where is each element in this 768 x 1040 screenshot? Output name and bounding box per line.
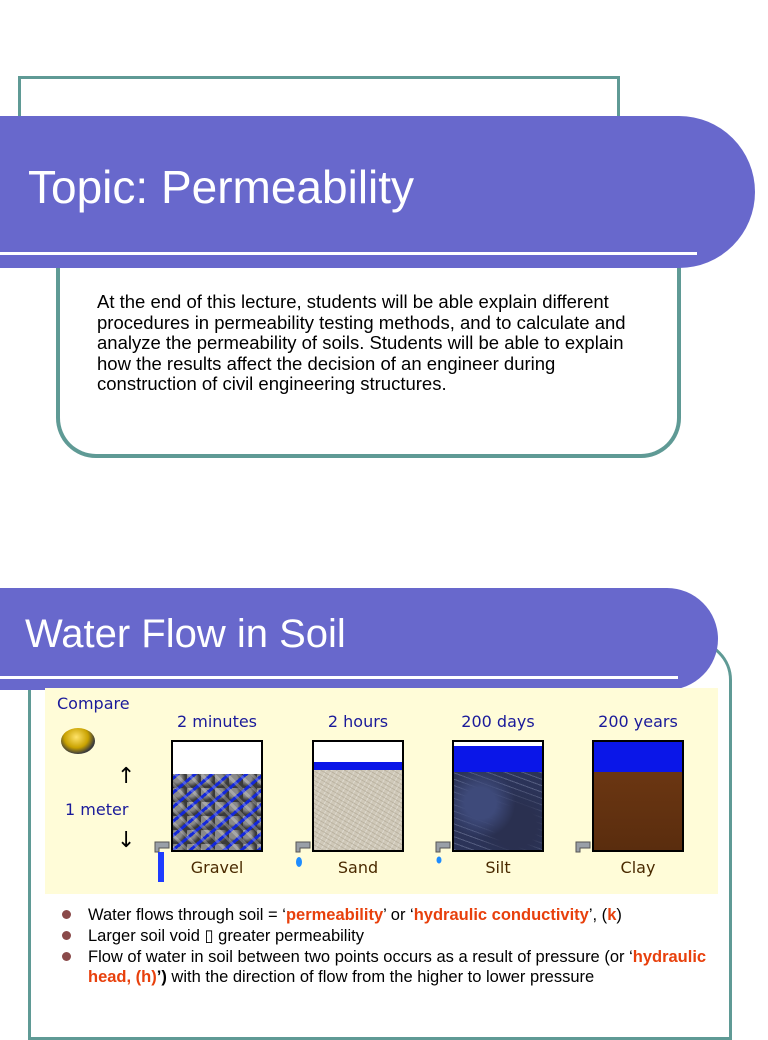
bullet-text: Water flows through soil = ‘ — [88, 906, 286, 924]
bullet-text: ’) — [156, 968, 167, 986]
soil-name: Gravel — [190, 858, 244, 877]
column-sand — [298, 688, 418, 894]
time-label: 200 days — [461, 712, 535, 731]
column-clay — [578, 688, 698, 894]
column-gravel — [157, 688, 277, 894]
bullet-text: ’ or ‘ — [383, 906, 414, 924]
arrow-down-icon: ↓ — [117, 828, 136, 853]
height-label: 1 meter — [65, 800, 129, 819]
bullet-text: ) — [616, 906, 622, 924]
time-label: 2 minutes — [176, 712, 258, 731]
slide1-objective-text: At the end of this lecture, students will be able explain different procedures in permeability testing methods, and to calculate and analyze the permeability of soils. Students will be able to explain how the results affect the decision of an engineer during construction of civil engineering structures. — [97, 291, 626, 394]
bullet-text: with the direction of flow from the higher to lower pressure — [166, 968, 595, 986]
arrow-up-icon: ↑ — [117, 764, 136, 789]
slide1-title: Topic: Permeability — [28, 161, 415, 213]
button-knob-icon — [61, 728, 95, 754]
term-k: k — [607, 906, 617, 924]
gravel-fill — [173, 774, 261, 850]
slide2-title: Water Flow in Soil — [25, 611, 346, 656]
time-label: 2 hours — [327, 712, 389, 731]
term-hydraulic-conductivity: hydraulic conductivity — [413, 906, 589, 924]
soil-name: Sand — [337, 858, 379, 877]
sand-fill — [314, 770, 402, 850]
tank — [171, 740, 263, 852]
bullet-list — [60, 905, 730, 988]
soil-name: Silt — [485, 858, 511, 877]
tank — [312, 740, 404, 852]
column-silt — [438, 688, 558, 894]
tank — [452, 740, 544, 852]
soil-name: Clay — [620, 858, 656, 877]
bullet-item: Larger soil void ▯ greater permeability — [60, 926, 730, 946]
water-level — [454, 746, 542, 774]
slide2-title-rule — [0, 676, 678, 679]
soil-comparison-figure — [45, 688, 718, 894]
slide1-title-banner — [0, 116, 755, 268]
bullet-text: Flow of water in soil between two points occurs as a result of pressure (or ‘ — [88, 948, 633, 966]
clay-fill — [594, 772, 682, 850]
term-permeability: permeability — [285, 906, 384, 924]
bullet-text: ’, ( — [588, 906, 608, 924]
water-level — [594, 742, 682, 772]
bullet-item — [60, 947, 730, 987]
tank — [592, 740, 684, 852]
slide2-title-banner — [0, 588, 718, 690]
slide1-title-rule — [0, 252, 697, 255]
time-label: 200 years — [598, 712, 678, 731]
silt-fill — [454, 772, 542, 850]
compare-label: Compare — [57, 694, 130, 713]
term-hydraulic-head: hydraulic head, (h) — [88, 948, 707, 986]
bullet-item — [60, 905, 730, 925]
